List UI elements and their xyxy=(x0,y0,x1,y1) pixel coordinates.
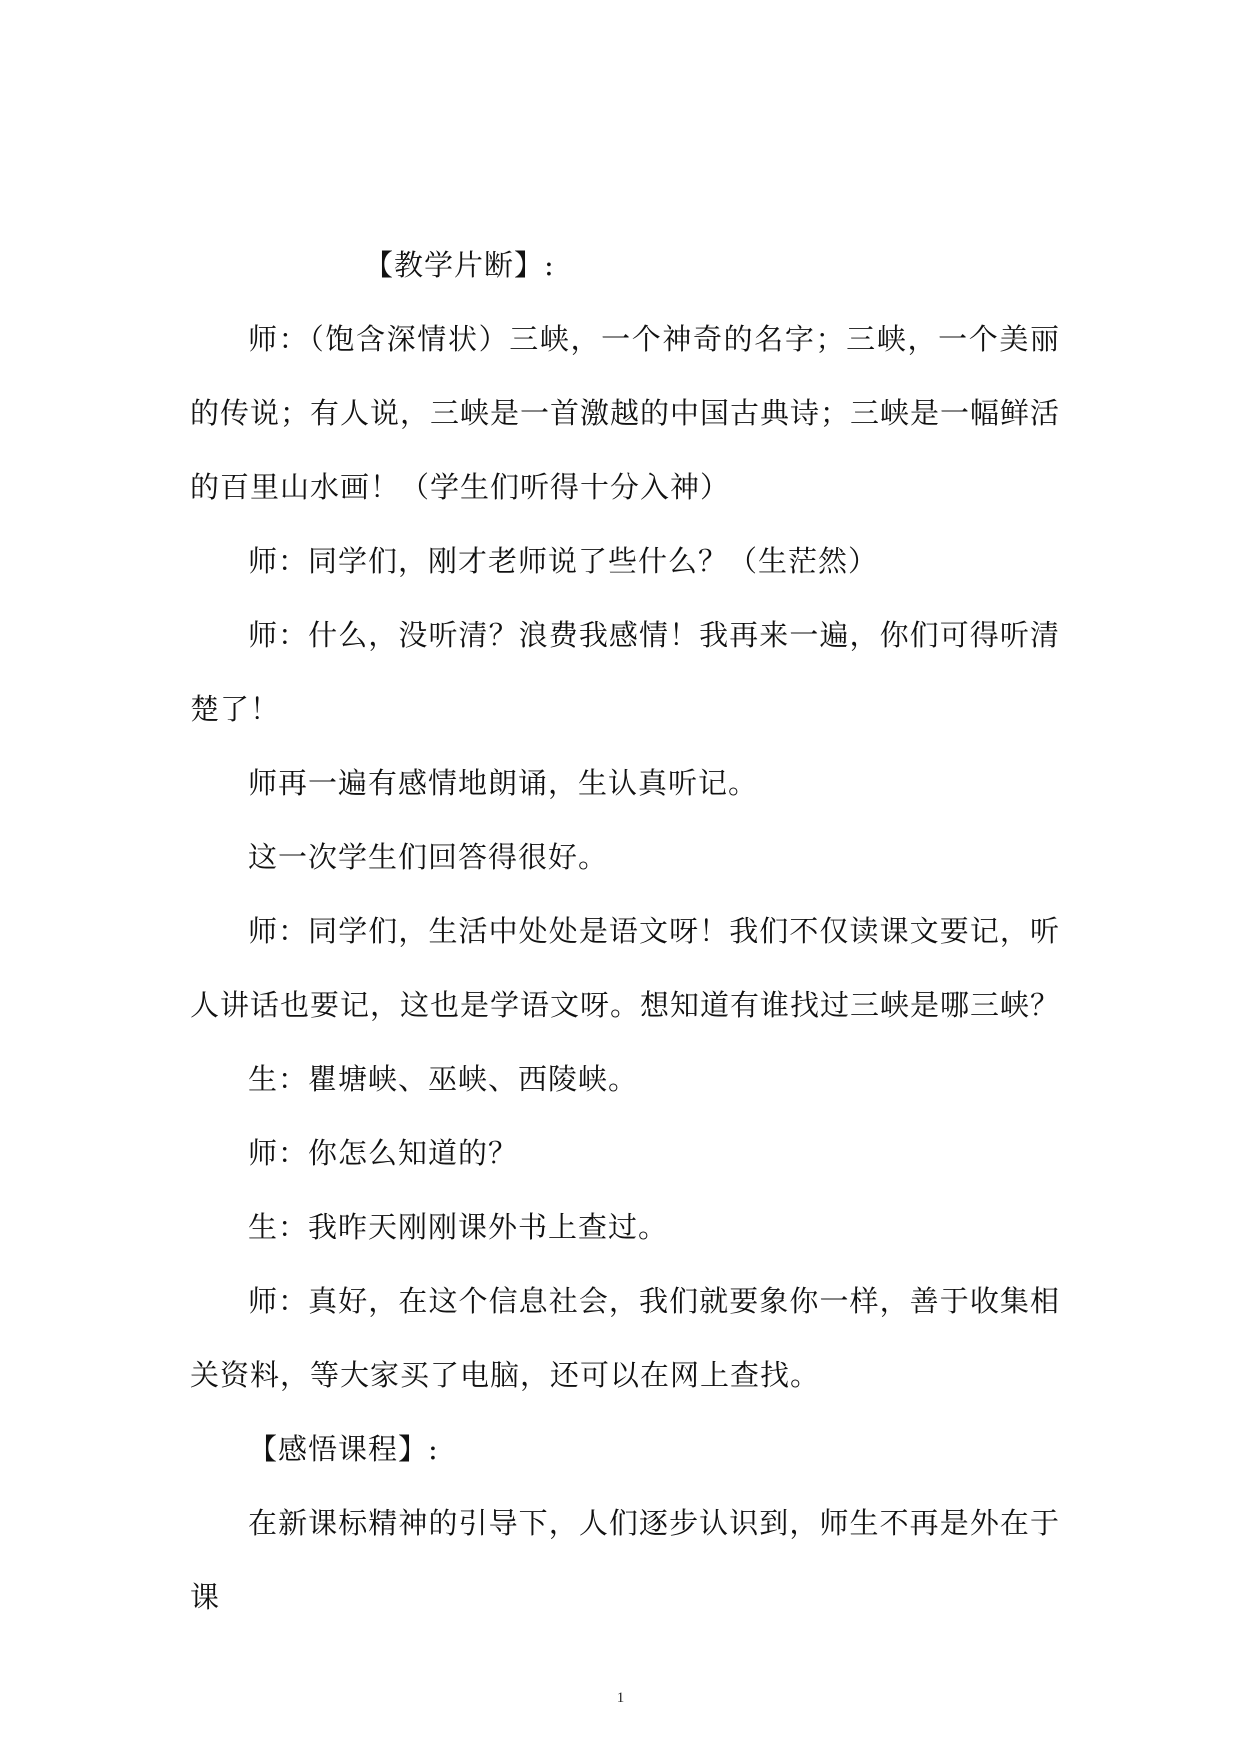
paragraph: 师：同学们，生活中处处是语文呀！我们不仅读课文要记，听人讲话也要记，这也是学语文呀。想知道有谁找过三峡是哪三峡？ xyxy=(190,914,1061,1022)
paragraph: 在新课标精神的引导下，人们逐步认识到，师生不再是外在于课 xyxy=(190,1506,1060,1614)
paragraph: 师：你怎么知道的？ xyxy=(248,1136,519,1170)
paragraph: 师：真好，在这个信息社会，我们就要象你一样，善于收集相关资料，等大家买了电脑，还可以在网上查找。 xyxy=(190,1284,1060,1392)
paragraph: 生：瞿塘峡、巫峡、西陵峡。 xyxy=(248,1062,639,1096)
document-body xyxy=(190,228,1060,1634)
paragraph: 这一次学生们回答得很好。 xyxy=(248,840,609,874)
section-heading-reflection: 【感悟课程】: xyxy=(248,1432,439,1466)
paragraph: 生：我昨天刚刚课外书上查过。 xyxy=(248,1210,669,1244)
paragraph: 师：（饱含深情状）三峡，一个神奇的名字；三峡，一个美丽的传说；有人说，三峡是一首激越的中国古典诗；三峡是一幅鲜活的百里山水画！（学生们听得十分入神） xyxy=(190,322,1061,504)
paragraph: 师：什么，没听清？浪费我感情！我再来一遍，你们可得听清楚了！ xyxy=(190,618,1060,726)
paragraph: 师：同学们，刚才老师说了些什么？（生茫然） xyxy=(248,544,879,578)
section-heading-teaching-fragment: 【教学片断】: xyxy=(364,248,555,282)
page-number: 1 xyxy=(616,1690,625,1706)
paragraph: 师再一遍有感情地朗诵，生认真听记。 xyxy=(248,766,759,800)
